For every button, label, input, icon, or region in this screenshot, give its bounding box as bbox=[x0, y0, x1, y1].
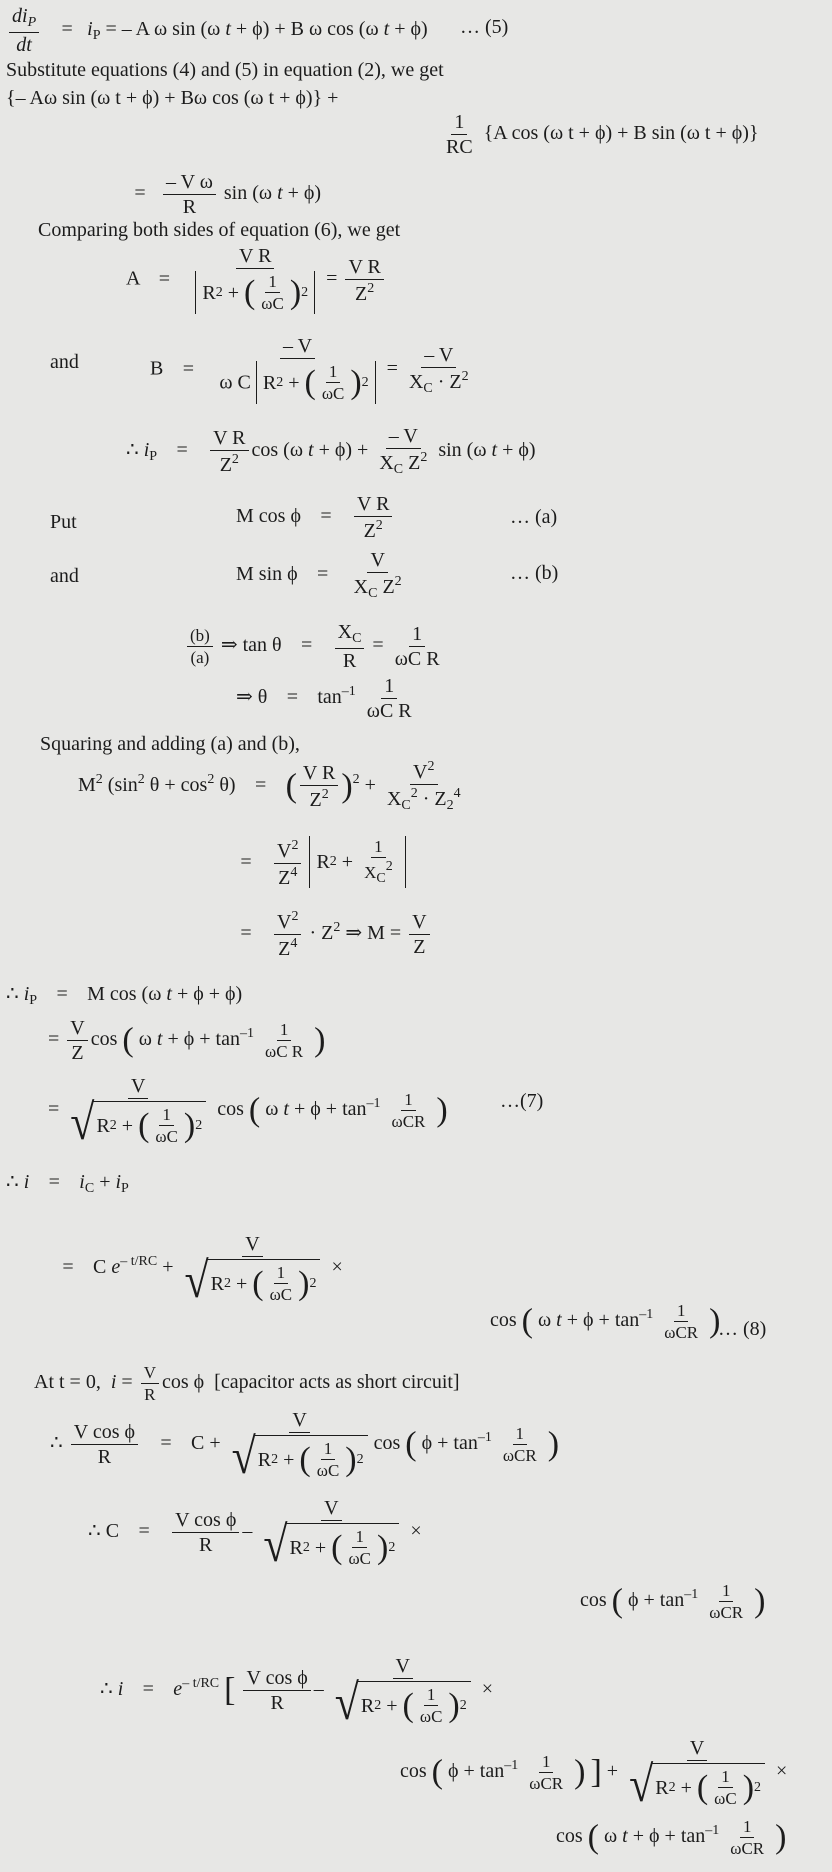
equation-m-squared-2: = $\frac{V^2}{Z^4}$ R 2 + $\frac{1}{X_C^2}$ bbox=[226, 836, 406, 888]
equation-theta: ⇒ $\theta = \tan^{-1}$ $\frac{1}{\text{ωC R}}$ bbox=[236, 675, 412, 722]
equation-B: B = – V ω C R 2 + ( $\frac{1}{\omega C}$ ) 2 = $\frac{- V}{X_C \cdot Z^2}$ bbox=[150, 335, 469, 403]
equation-ip-full: ∴ $i_P$ = $\frac{\text{V R}}{Z^2}$ cos (ω t + ϕ) + $\frac{- V}{X_C Z^2}$ sin (ω t + ϕ) bbox=[126, 425, 536, 477]
equation-i-final: ∴ $i = e^{- t/RC}$ [ $\frac{\text{V cos ϕ}}{R}$ – V √ R 2 + ( $\frac{1}{\omega C}$ ) 2 × bbox=[100, 1655, 494, 1731]
text-put: Put bbox=[50, 511, 77, 533]
equation-ip-7: = V √ R 2 + ( $\frac{1}{\omega C}$ ) 2 cos ( ω $t + \phi + \tan^{-1}$ $\frac{1}{\text{ωCR}}$ ) bbox=[48, 1075, 448, 1151]
equation-open-curly: {– Aω sin (ω t + ϕ) + Bω cos (ω t + ϕ)} + bbox=[6, 87, 339, 109]
text-squaring: Squaring and adding (a) and (b), bbox=[40, 733, 300, 755]
equation-number-7: …(7) bbox=[500, 1090, 544, 1112]
equation-number-8: … (8) bbox=[718, 1318, 767, 1340]
equation-c-cos: cos ( $\phi + \tan^{-1}$ $\frac{1}{\text{ωCR}}$ ) bbox=[580, 1581, 766, 1622]
equation-mcos: M cos ϕ = $\frac{\text{V R}}{Z^2}$ bbox=[236, 494, 395, 541]
equation-number-b: … (b) bbox=[510, 562, 559, 584]
equation-dip-dt: $\frac{di_P}{dt}$ = $i_P$ = – A ω sin (ω t + ϕ) + B ω cos (ω t + ϕ) bbox=[6, 6, 428, 55]
equation-A: A = V R R 2 + ( $\frac{1}{\omega C}$ ) 2 = $\frac{\text{V R}}{Z^2}$ bbox=[126, 246, 387, 314]
equation-c-value: ∴ C = $\frac{\text{V cos ϕ}}{R}$ – V √ R 2 + ( $\frac{1}{\omega C}$ ) 2 × bbox=[88, 1497, 422, 1573]
equation-c-first: ∴ $\frac{\text{V cos ϕ}}{R}$ = C + V √ R 2 + ( $\frac{1}{\omega C}$ ) 2 cos ( $\phi + \tan^{-1}$ $\frac{1}{\text{ωCR}}$ ) bbox=[50, 1409, 560, 1485]
text-comparing: Comparing both sides of equation (6), we get bbox=[38, 219, 401, 241]
equation-rc-curly: $\frac{1}{RC}$ {A cos (ω t + ϕ) + B sin (ω t + ϕ)} bbox=[446, 111, 759, 158]
equation-at-t0: At t = 0, i = $\frac{V}{R}$ cos ϕ [capacitor acts as short circuit] bbox=[34, 1363, 460, 1404]
equation-i-8-cos: cos ( ω $t + \phi + \tan^{-1}$ $\frac{1}{\text{ωCR}}$ ) bbox=[490, 1301, 721, 1342]
equation-ip-mcos: ∴ $i_P = M$ cos (ω t + ϕ + ϕ) bbox=[6, 983, 243, 1008]
equation-ip-vz: = $\frac{V}{Z}$ cos ( ω $t + \phi + \tan^{-1}$ $\frac{1}{\text{ωC R}}$ ) bbox=[48, 1017, 326, 1064]
equation-m-squared: $M^2$ ($\sin^2$ $\theta + \cos^2 \theta$) = ( $\frac{\text{V R}}{Z^2}$ )$^2$ + $\frac{V^2}{X_C^2 \cdot Z_2^4}$ bbox=[78, 759, 461, 813]
text-substitute: Substitute equations (4) and (5) in equation (2), we get bbox=[6, 59, 444, 81]
equation-m-result: = $\frac{V^2}{Z^4}$ · $Z^2$ ⇒ M = $\frac{V}{Z}$ bbox=[226, 910, 433, 959]
equation-tan-theta: $\frac{(b)}{(a)}$ ⇒ tan θ = $\frac{X_C}{R}$ = $\frac{1}{\text{ωC R}}$ bbox=[184, 622, 446, 671]
text-and-1: and bbox=[50, 351, 79, 373]
equation-number-a: … (a) bbox=[510, 506, 558, 528]
equation-i-8: = C $e^{- t/RC}$ + V √ R 2 + ( $\frac{1}{\omega C}$ ) 2 × bbox=[62, 1233, 343, 1309]
equation-rhs-6: = $\frac{\text{– V ω}}{R}$ sin (ω t + ϕ) bbox=[134, 171, 322, 218]
equation-number-5: … (5) bbox=[460, 16, 509, 38]
equation-i-sum: ∴ $i = i_C + i_P$ bbox=[6, 1171, 129, 1196]
text-and-2: and bbox=[50, 565, 79, 587]
equation-i-final-3: cos ( ω $t + \phi + \tan^{-1}$ $\frac{1}{\text{ωCR}}$ ) bbox=[556, 1817, 787, 1858]
equation-i-final-2: cos ( $\phi + \tan^{-1}$ $\frac{1}{\text{ωCR}}$ ) ] + V √ R 2 + ( $\frac{1}{\omega C}$ ) 2 × bbox=[400, 1737, 788, 1813]
equation-msin: M sin ϕ = $\frac{V}{X_C Z^2}$ bbox=[236, 549, 402, 601]
